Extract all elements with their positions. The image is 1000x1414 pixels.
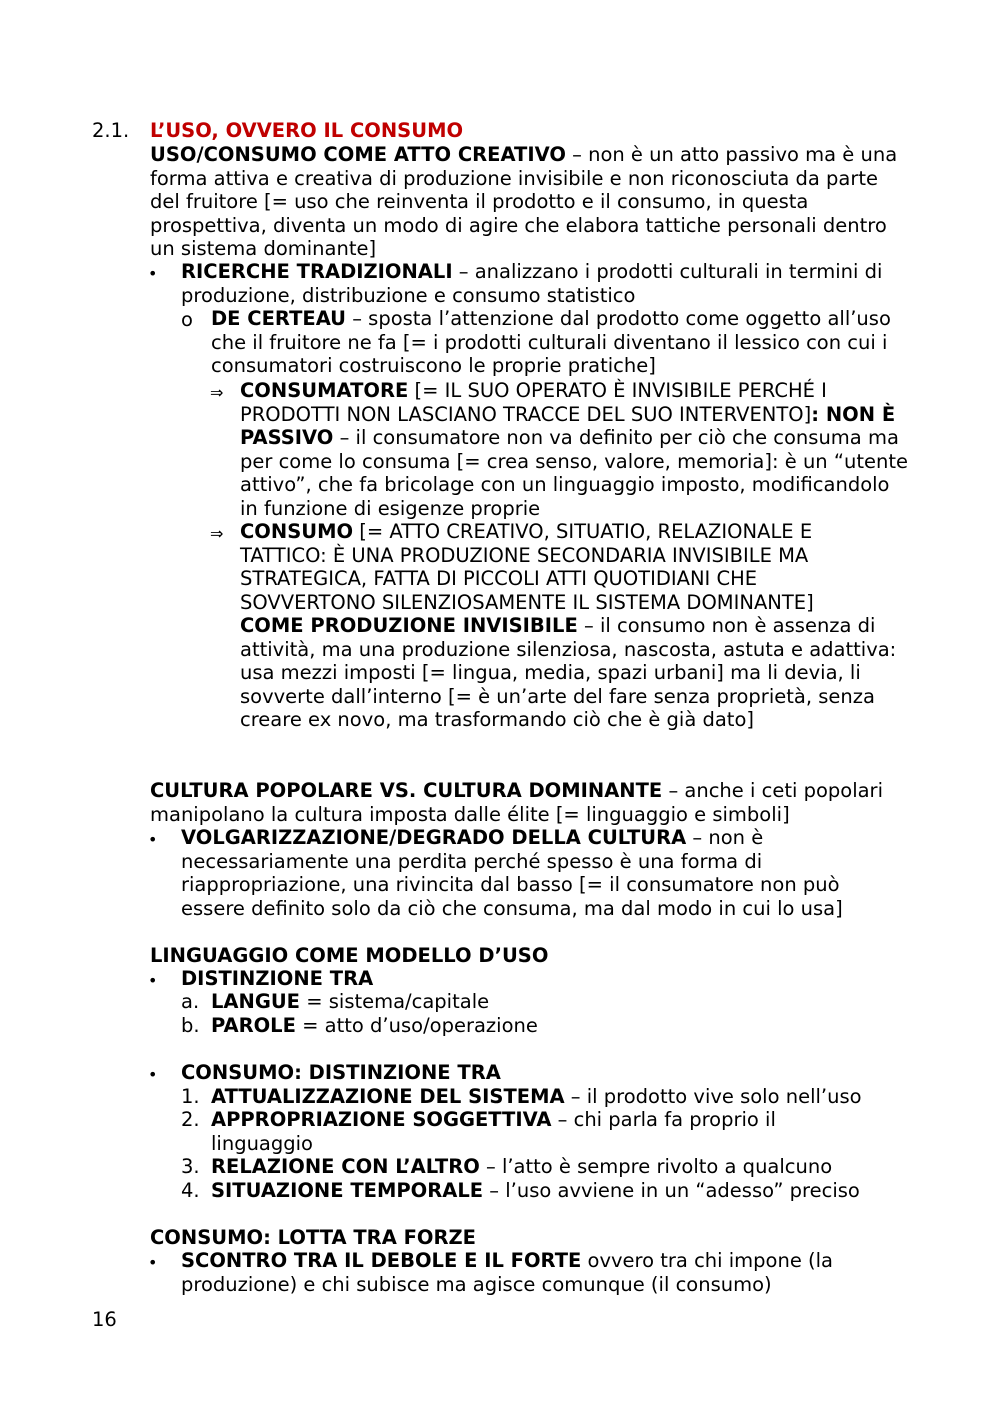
consumo-bracket: [= ATTO CREATIVO, SITUATIO, RELAZIONALE E TATTICO: È UNA PRODUZIONE SECONDARIA INVISIBILE MA STRATEGICA, FATTA DI PICCOLI ATTI QUOTIDIANI CHE SOVVERTONO SILENZIOSAMENTE IL SISTEMA DOMINANTE] (240, 520, 814, 614)
consumatore-bracket: [= IL SUO OPERATO È INVISIBILE PERCHÉ I PRODOTTI NON LASCIANO TRACCE DEL SUO INTERVENTO] (240, 379, 827, 426)
consumo-bracket-item (240, 520, 850, 614)
consumatore-heading: CONSUMATORE (240, 379, 409, 402)
bullet-marker: • (148, 264, 158, 283)
list-marker: 3. (181, 1155, 200, 1178)
decerteau-item (211, 307, 906, 378)
decerteau-text: – sposta l’attenzione dal prodotto come oggetto all’uso che il fruitore ne fa [= i prodotti culturali diventano il lessico con cui i consumatori costruiscono le proprie pratiche] (211, 307, 891, 377)
bullet-marker: • (148, 1065, 158, 1084)
section-title: L’USO, OVVERO IL CONSUMO (150, 119, 464, 142)
ricerche-text: – analizzano i prodotti culturali in termini di produzione, distribuzione e consumo statistico (181, 260, 883, 307)
list-item: RELAZIONE CON L’ALTRO – l’atto è sempre rivolto a qualcuno (211, 1155, 833, 1178)
cultura-sub-heading: VOLGARIZZAZIONE/DEGRADO DELLA CULTURA (181, 826, 687, 849)
bullet-marker: • (148, 971, 158, 990)
circle-bullet-marker: o (181, 308, 193, 331)
consumatore-heading-2: : NON È PASSIVO (240, 402, 896, 449)
linguaggio-sub-heading: DISTINZIONE TRA (181, 967, 374, 990)
list-item-langue: LANGUE = sistema/capitale (211, 990, 490, 1013)
cultura-sub-item (181, 826, 881, 920)
list-item: APPROPRIAZIONE SOGGETTIVA – chi parla fa proprio il linguaggio (211, 1108, 776, 1155)
intro-paragraph (150, 143, 910, 261)
lotta-sub-text: ovvero tra chi impone (la produzione) e chi subisce ma agisce comunque (il consumo) (181, 1249, 834, 1296)
page-number: 16 (92, 1308, 117, 1331)
list-marker: 4. (181, 1179, 200, 1202)
cultura-paragraph (150, 779, 910, 826)
consumatore-text: – il consumatore non va definito per ciò che consuma ma per come lo consuma [= crea senso, valore, memoria]: è un “utente attivo”, che fa bricolage con un linguaggio imposto, modificandolo in funzione di esigenze proprie (240, 426, 908, 520)
bullet-marker: • (148, 1253, 158, 1272)
consumo-distinzione-heading: CONSUMO: DISTINZIONE TRA (181, 1061, 501, 1084)
cultura-text: – anche i ceti popolari manipolano la cultura imposta dalle élite [= linguaggio e simboli] (150, 779, 883, 826)
decerteau-heading: DE CERTEAU (211, 307, 347, 330)
lotta-heading: CONSUMO: LOTTA TRA FORZE (150, 1226, 476, 1249)
cultura-heading: CULTURA POPOLARE VS. CULTURA DOMINANTE (150, 779, 663, 802)
lotta-sub-item (181, 1249, 881, 1296)
consumo-text: – il consumo non è assenza di attività, ma una produzione silenziosa, nascosta, astuta e adattiva: usa mezzi imposti [= lingua, media, spazi urbani] ma li devia, li sovverte dall’interno [= è un’arte del fare senza proprietà, senza creare ex novo, ma trasformando ciò che è già dato] (240, 614, 897, 731)
intro-heading: USO/CONSUMO COME ATTO CREATIVO (150, 143, 566, 166)
intro-text: – non è un atto passivo ma è una forma attiva e creativa di produzione invisibile e non riconosciuta da parte del fruitore [= uso che reinventa il prodotto e il consumo, in questa prospettiva, diventa un modo di agire che elabora tattiche personali dentro un sistema dominante] (150, 143, 898, 260)
list-marker: 2. (181, 1108, 200, 1131)
bullet-marker: • (148, 830, 158, 849)
consumo-invisibile-item (240, 614, 905, 732)
list-item: SITUAZIONE TEMPORALE – l’uso avviene in un “adesso” preciso (211, 1179, 860, 1202)
linguaggio-heading: LINGUAGGIO COME MODELLO D’USO (150, 944, 549, 967)
ricerche-item (181, 260, 901, 307)
list-item-parole: PAROLE = atto d’uso/operazione (211, 1014, 538, 1037)
ricerche-heading: RICERCHE TRADIZIONALI (181, 260, 453, 283)
list-marker: b. (181, 1014, 200, 1037)
list-marker: a. (181, 990, 200, 1013)
arrow-icon: ⇒ (210, 524, 224, 543)
list-item: ATTUALIZZAZIONE DEL SISTEMA – il prodotto vive solo nell’uso (211, 1085, 862, 1108)
consumo-heading-2: COME PRODUZIONE INVISIBILE (240, 614, 578, 637)
consumo-heading: CONSUMO (240, 520, 354, 543)
consumatore-item (240, 379, 910, 520)
cultura-sub-text: – non è necessariamente una perdita perché spesso è una forma di riappropriazione, una rivincita dal basso [= il consumatore non può essere definito solo da ciò che consuma, ma dal modo in cui lo usa] (181, 826, 843, 920)
section-number: 2.1. (92, 119, 130, 142)
list-marker: 1. (181, 1085, 200, 1108)
lotta-sub-heading: SCONTRO TRA IL DEBOLE E IL FORTE (181, 1249, 582, 1272)
arrow-icon: ⇒ (210, 383, 224, 402)
